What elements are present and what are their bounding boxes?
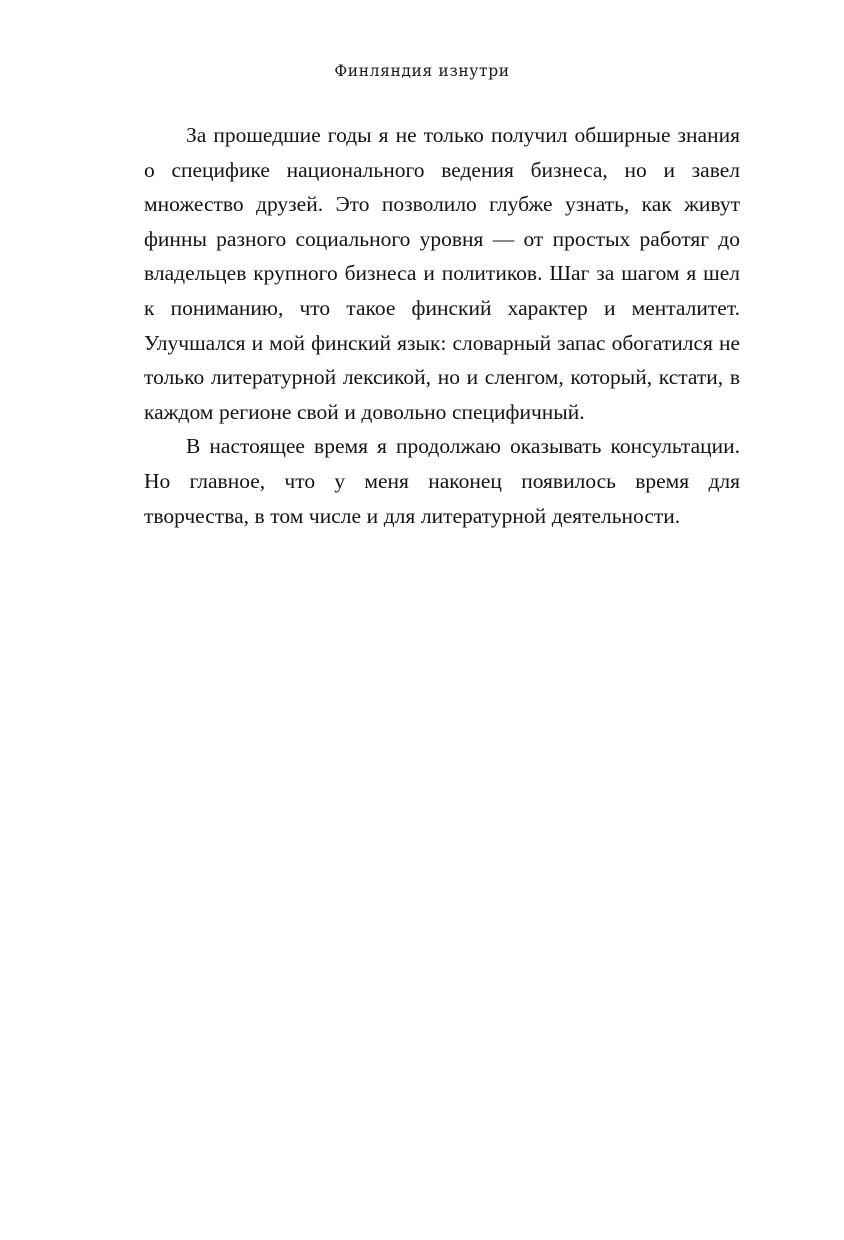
running-head: Финляндия изнутри (334, 62, 510, 80)
paragraph: В настоящее время я продолжаю оказывать консультации. Но главное, что у меня наконец появилось время для творчества, в том числе и для литературной деятельности. (144, 434, 740, 528)
page-body (144, 118, 740, 533)
paragraph: За прошедшие годы я не только получил обширные знания о специфике национального ведения бизнеса, но и завел множество друзей. Это позволило глубже узнать, как живут финны разного социального уровня — от простых работяг до владельцев крупного бизнеса и политиков. Шаг за шагом я шел к пониманию, что такое финский характер и менталитет. Улучшался и мой финский язык: словарный запас обогатился не только литературной лексикой, но и сленгом, который, кстати, в каждом регионе свой и довольно специфичный. (144, 123, 740, 424)
